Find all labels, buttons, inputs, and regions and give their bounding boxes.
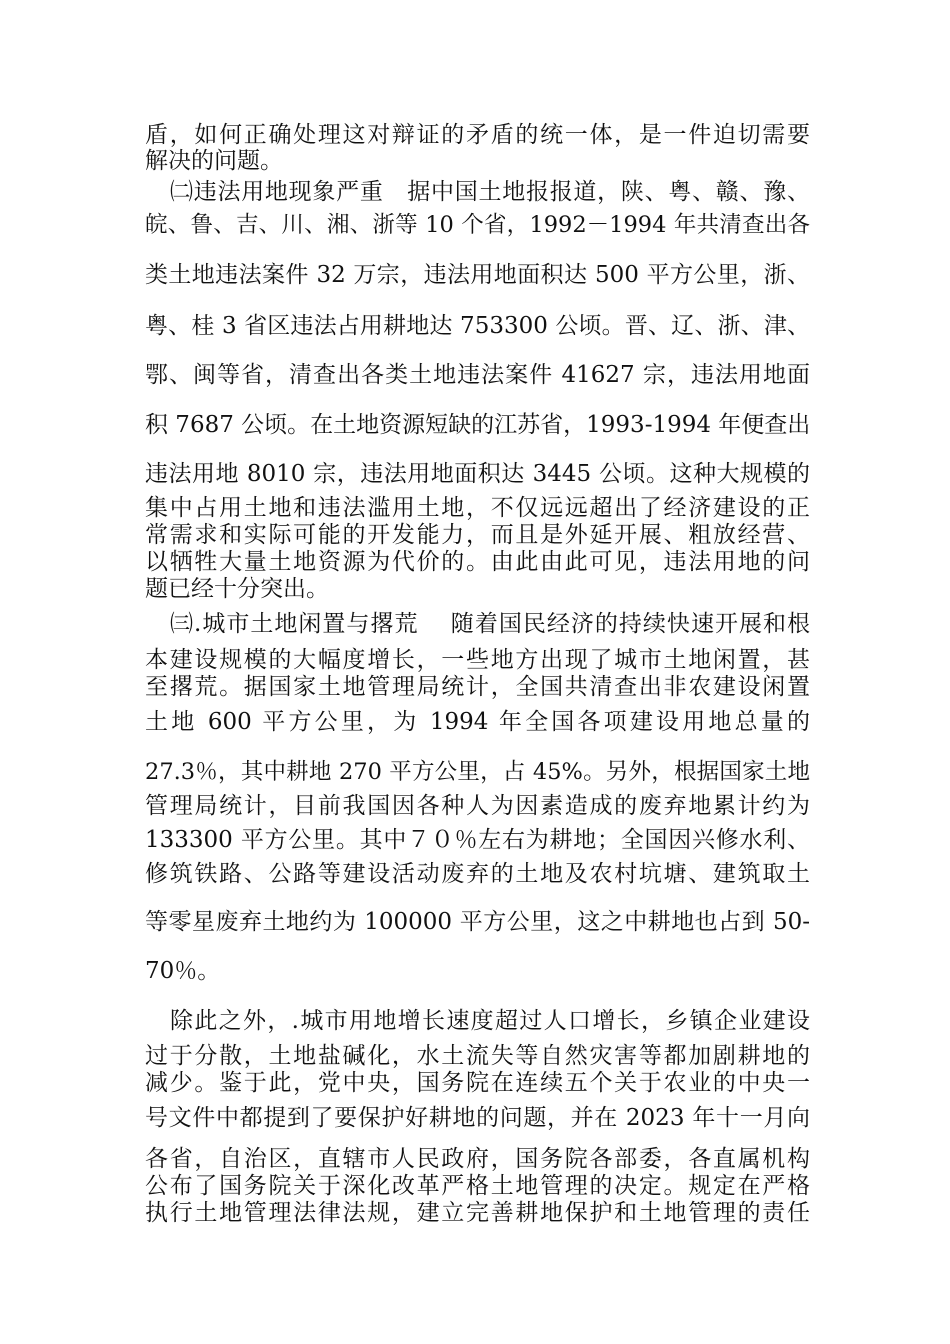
text-line: 本建设规模的大幅度增长，一些地方出现了城市土地闲置，甚	[145, 647, 810, 673]
text-line: 解决的问题。	[145, 148, 283, 174]
text-line: 积 7687 公顷。在土地资源短缺的江苏省，1993-1994 年便查出	[145, 412, 811, 438]
text-line: 27.3％，其中耕地 270 平方公里，占 45%。另外，根据国家土地	[145, 759, 810, 785]
text-line: 违法用地 8010 宗，违法用地面积达 3445 公顷。这种大规模的	[145, 461, 810, 487]
text-line: 题已经十分突出。	[145, 576, 329, 602]
text-line: 133300 平方公里。其中７０％左右为耕地；全国因兴修水利、	[145, 827, 810, 853]
text-line: 号文件中都提到了要保护好耕地的问题，并在 2023 年十一月向	[145, 1105, 810, 1131]
text-line: 粤、桂 3 省区违法占用耕地达 753300 公顷。晋、辽、浙、津、	[145, 313, 810, 339]
text-line: 常需求和实际可能的开发能力，而且是外延开展、粗放经营、	[145, 522, 810, 548]
text-line: 各省，自治区，直辖市人民政府，国务院各部委，各直属机构	[145, 1146, 810, 1172]
text-line: 至撂荒。据国家土地管理局统计，全国共清查出非农建设闲置	[145, 674, 810, 700]
text-line: 过于分散，土地盐碱化，水土流失等自然灾害等都加剧耕地的	[145, 1043, 810, 1069]
text-line: 除此之外，.城市用地增长速度超过人口增长，乡镇企业建设	[170, 1008, 810, 1034]
text-line: 类土地违法案件 32 万宗，违法用地面积达 500 平方公里，浙、	[145, 262, 810, 288]
text-line: 土地 600 平方公里，为 1994 年全国各项建设用地总量的	[145, 709, 810, 735]
text-line: ㈢.城市土地闲置与撂荒 随着国民经济的持续快速开展和根	[170, 611, 810, 637]
text-line: 公布了国务院关于深化改革严格土地管理的决定。规定在严格	[145, 1173, 810, 1199]
text-line: 修筑铁路、公路等建设活动废弃的土地及农村坑塘、建筑取土	[145, 861, 810, 887]
text-line: ㈡违法用地现象严重 据中国土地报报道，陕、粤、赣、豫、	[170, 179, 810, 205]
text-line: 盾，如何正确处理这对辩证的矛盾的统一体，是一件迫切需要	[145, 122, 810, 148]
text-line: 等零星废弃土地约为 100000 平方公里，这之中耕地也占到 50-	[145, 909, 810, 935]
text-line: 70％。	[145, 958, 221, 984]
text-line: 执行土地管理法律法规，建立完善耕地保护和土地管理的责任	[145, 1200, 810, 1226]
text-line: 以牺牲大量土地资源为代价的。由此由此可见，违法用地的问	[145, 549, 810, 575]
text-line: 管理局统计，目前我国因各种人为因素造成的废弃地累计约为	[145, 793, 810, 819]
text-line: 鄂、闽等省，清查出各类土地违法案件 41627 宗，违法用地面	[145, 362, 810, 388]
text-line: 集中占用土地和违法滥用土地，不仅远远超出了经济建设的正	[145, 495, 810, 521]
text-line: 减少。鉴于此，党中央，国务院在连续五个关于农业的中央一	[145, 1070, 810, 1096]
text-line: 皖、鲁、吉、川、湘、浙等 10 个省，1992－1994 年共清查出各	[145, 212, 810, 238]
